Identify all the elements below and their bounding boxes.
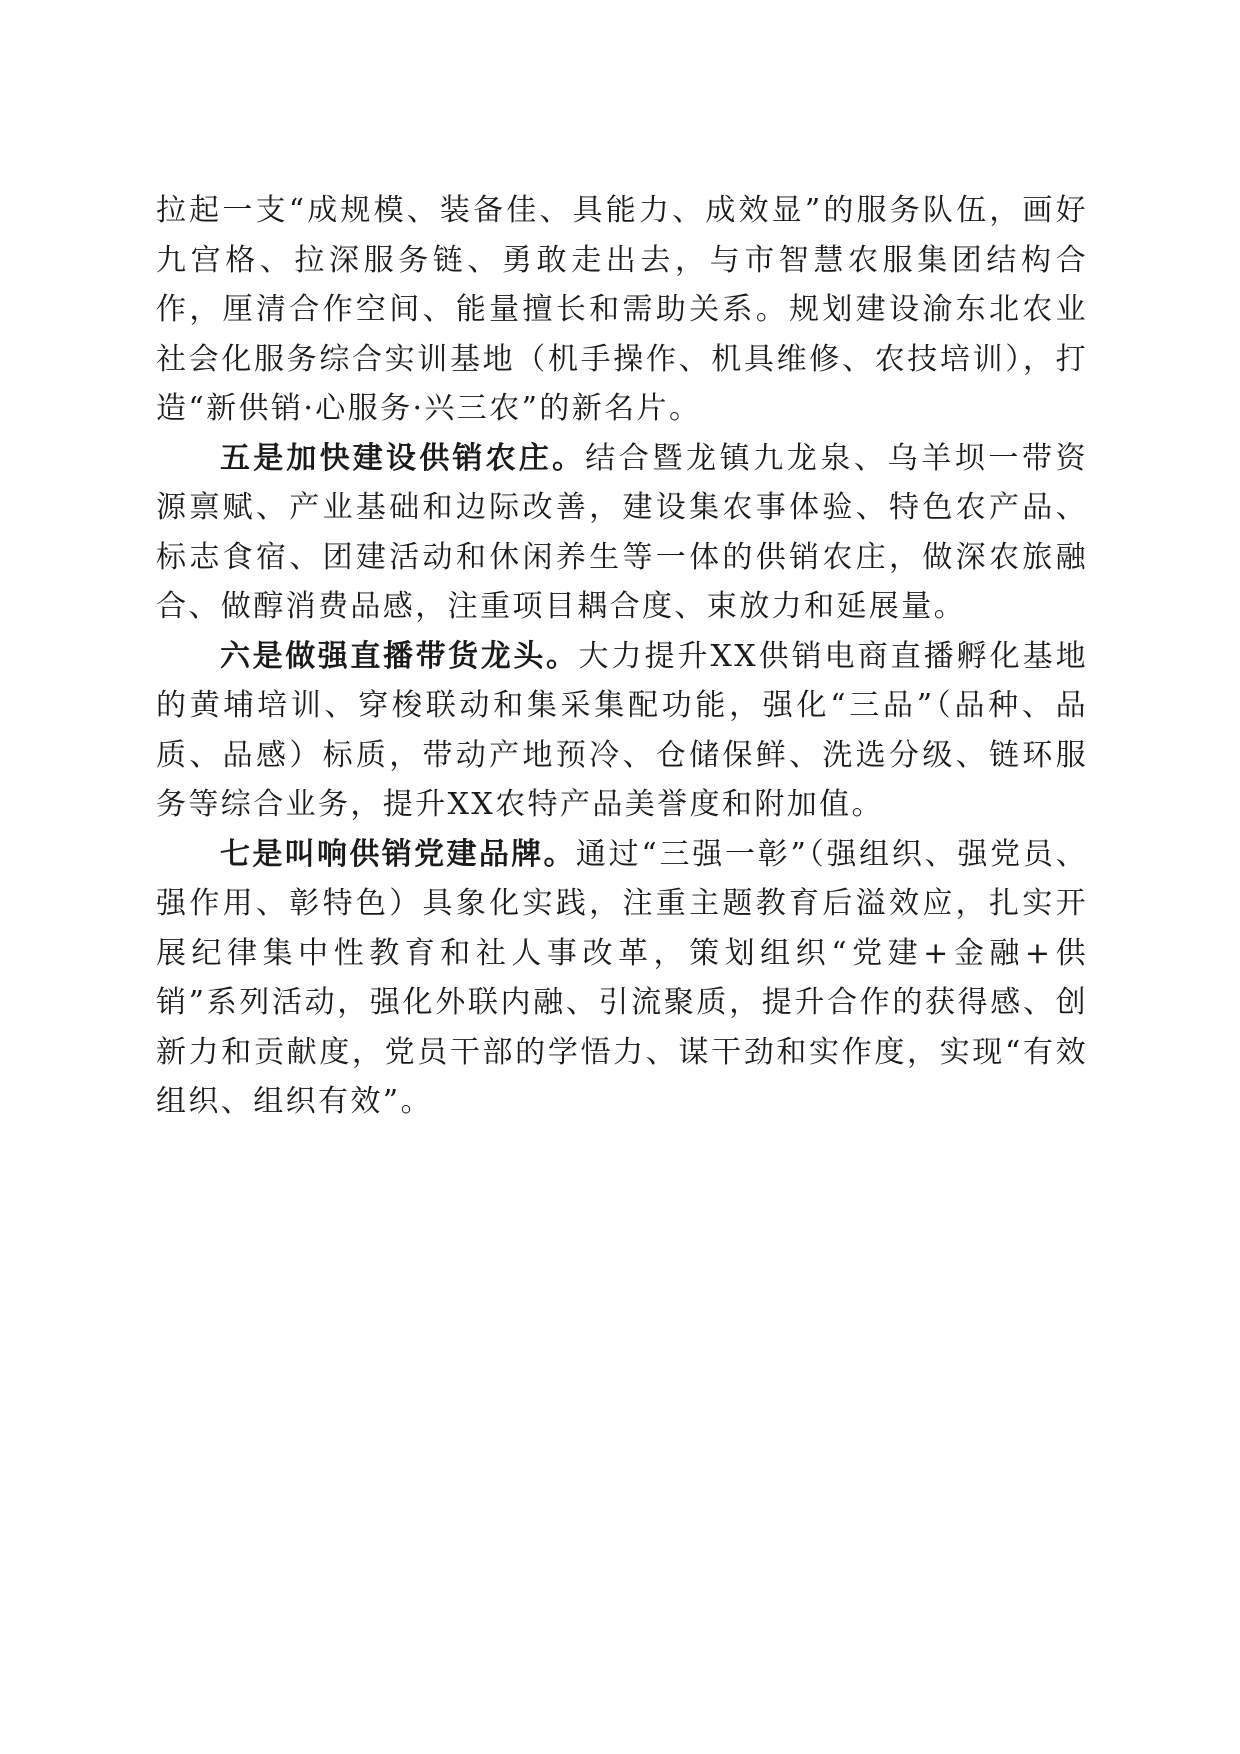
paragraph-lead: 六是做强直播带货龙头。: [220, 638, 579, 674]
paragraph-lead: 七是叫响供销党建品牌。: [220, 836, 576, 872]
paragraph-text: 大力提升XX供销电商直播孵化基地的黄埔培训、穿梭联动和集采集配功能，强化“三品”（品种、品质、品感）标质，带动产地预冷、仓储保鲜、洗选分级、链环服务等综合业务，提升XX农特产品美誉度和附加值。: [156, 638, 1088, 822]
paragraph-live-streaming: [156, 632, 1088, 830]
paragraph-party-brand: [156, 830, 1088, 1127]
paragraph-text: 结合暨龙镇九龙泉、乌羊坝一带资源禀赋、产业基础和边际改善，建设集农事体验、特色农产品、标志食宿、团建活动和休闲养生等一体的供销农庄，做深农旅融合、做醇消费品感，注重项目耦合度、束放力和延展量。: [156, 440, 1089, 624]
paragraph-lead: 五是加快建设供销农庄。: [220, 440, 586, 476]
paragraph-service-team: [156, 186, 1088, 434]
paragraph-text: 拉起一支“成规模、装备佳、具能力、成效显”的服务队伍，画好九宫格、拉深服务链、勇敢走出去，与市智慧农服集团结构合作，厘清合作空间、能量擅长和需助关系。规划建设渝东北农业社会化服务综合实训基地（机手操作、机具维修、农技培训），打造“新供销·心服务·兴三农”的新名片。: [156, 193, 1088, 426]
document-body: [156, 186, 1088, 1127]
paragraph-text: 通过“三强一彰”（强组织、强党员、强作用、彰特色）具象化实践，注重主题教育后溢效应，扎实开展纪律集中性教育和社人事改革，策划组织“党建+金融+供销”系列活动，强化外联内融、引流聚质，提升合作的获得感、创新力和贡献度，党员干部的学悟力、谋干劲和实作度，实现“有效组织、组织有效”。: [156, 836, 1089, 1119]
paragraph-supply-farm: [156, 434, 1088, 632]
